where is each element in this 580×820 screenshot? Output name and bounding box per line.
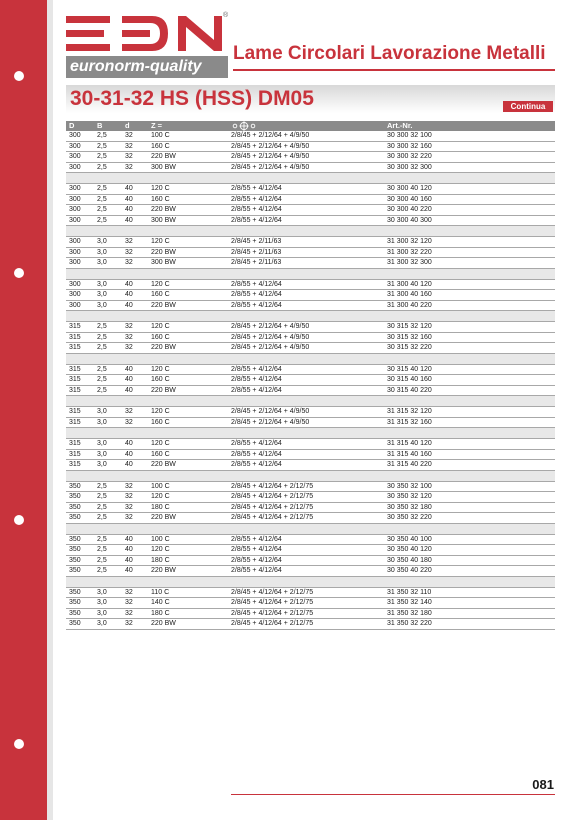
bore-cell: 32 (125, 238, 133, 245)
table-row (66, 566, 555, 577)
pinholes-cell: 2/8/45 + 2/11/63 (231, 259, 282, 266)
article-number-cell: 30 350 32 180 (387, 503, 432, 511)
teeth-cell: 220 BW (151, 461, 176, 468)
diameter-cell: 350 (69, 514, 81, 521)
table-row (66, 492, 555, 503)
thickness-cell: 3,0 (97, 280, 107, 288)
table-row (66, 535, 555, 546)
article-number-cell: 30 350 32 220 (387, 514, 432, 521)
bore-cell: 32 (125, 323, 133, 330)
table-row (66, 216, 555, 227)
article-number-cell: 31 315 40 220 (387, 461, 432, 468)
article-number-cell: 30 350 32 120 (387, 493, 432, 500)
table-row (66, 163, 555, 174)
thickness-cell: 2,5 (97, 386, 107, 394)
bore-cell: 32 (125, 259, 133, 266)
thickness-cell: 3,0 (97, 599, 107, 606)
section-heading (66, 85, 555, 113)
teeth-cell: 220 BW (151, 620, 176, 627)
binder-hole (14, 739, 24, 749)
article-number-cell: 31 300 40 120 (387, 280, 432, 288)
pinholes-cell: 2/8/55 + 4/12/64 (231, 535, 282, 543)
teeth-cell: 160 C (151, 376, 170, 383)
pinholes-cell: 2/8/55 + 4/12/64 (231, 376, 282, 383)
bore-cell: 32 (125, 333, 133, 341)
bore-cell: 32 (125, 163, 133, 171)
article-number-cell: 31 315 32 120 (387, 408, 432, 415)
pinholes-cell: 2/8/45 + 2/11/63 (231, 248, 282, 256)
title-underline (233, 69, 555, 71)
teeth-cell: 100 C (151, 132, 170, 139)
diameter-cell: 300 (69, 291, 81, 298)
article-number-cell: 30 350 40 120 (387, 546, 432, 553)
bore-cell: 32 (125, 599, 133, 606)
article-number-cell: 30 300 40 160 (387, 195, 432, 203)
thickness-cell: 3,0 (97, 408, 107, 415)
diameter-cell: 315 (69, 323, 81, 330)
teeth-cell: 110 C (151, 588, 170, 596)
diameter-cell: 300 (69, 259, 81, 266)
group-separator-row (66, 428, 555, 439)
group-separator-row (66, 226, 555, 237)
teeth-cell: 300 BW (151, 163, 176, 171)
pinholes-cell: 2/8/45 + 2/12/64 + 4/9/50 (231, 142, 310, 150)
binder-margin (0, 0, 47, 820)
table-row (66, 248, 555, 259)
bore-cell: 40 (125, 450, 133, 458)
thickness-cell: 2,5 (97, 376, 107, 383)
table-row (66, 290, 555, 301)
article-number-cell: 31 300 32 300 (387, 259, 432, 266)
diameter-cell: 300 (69, 248, 81, 256)
thickness-cell: 2,5 (97, 216, 107, 224)
article-number-cell: 31 350 32 140 (387, 599, 432, 606)
thickness-cell: 3,0 (97, 291, 107, 298)
thickness-cell: 3,0 (97, 418, 107, 426)
diameter-cell: 350 (69, 503, 81, 511)
pinholes-cell: 2/8/45 + 4/12/64 + 2/12/75 (231, 482, 314, 490)
table-row (66, 152, 555, 163)
article-number-cell: 30 350 32 100 (387, 482, 432, 490)
bore-cell: 32 (125, 408, 133, 415)
article-number-cell: 30 300 32 100 (387, 132, 432, 139)
diameter-cell: 350 (69, 556, 81, 564)
pinholes-cell: 2/8/55 + 4/12/64 (231, 461, 282, 468)
pinholes-cell: 2/8/45 + 4/12/64 + 2/12/75 (231, 609, 314, 617)
pinholes-cell: 2/8/45 + 2/12/64 + 4/9/50 (231, 333, 310, 341)
teeth-cell: 220 BW (151, 344, 176, 351)
thickness-cell: 3,0 (97, 609, 107, 617)
table-row (66, 513, 555, 524)
diameter-cell: 350 (69, 620, 81, 627)
thickness-cell: 3,0 (97, 450, 107, 458)
diameter-cell: 350 (69, 493, 81, 500)
thickness-cell: 2,5 (97, 344, 107, 351)
teeth-cell: 120 C (151, 238, 170, 245)
pinholes-cell: 2/8/45 + 2/12/64 + 4/9/50 (231, 132, 310, 139)
article-number-cell: 30 315 40 220 (387, 386, 432, 394)
pinholes-cell: 2/8/55 + 4/12/64 (231, 386, 282, 394)
pinholes-cell: 2/8/55 + 4/12/64 (231, 301, 282, 309)
diameter-cell: 350 (69, 567, 81, 574)
pinholes-cell: 2/8/55 + 4/12/64 (231, 556, 282, 564)
diameter-cell: 300 (69, 238, 81, 245)
thickness-cell: 3,0 (97, 301, 107, 309)
bore-cell: 40 (125, 567, 133, 574)
teeth-cell: 120 C (151, 185, 170, 192)
diameter-cell: 300 (69, 301, 81, 309)
edn-logo-mark (66, 14, 228, 54)
teeth-cell: 180 C (151, 556, 170, 564)
pinholes-cell: 2/8/45 + 4/12/64 + 2/12/75 (231, 503, 314, 511)
teeth-cell: 120 C (151, 546, 170, 553)
thickness-cell: 2,5 (97, 556, 107, 564)
diameter-cell: 315 (69, 408, 81, 415)
teeth-cell: 300 BW (151, 259, 176, 266)
thickness-cell: 2,5 (97, 493, 107, 500)
bore-cell: 40 (125, 376, 133, 383)
article-number-cell: 31 300 40 220 (387, 301, 432, 309)
article-number-cell: 30 350 40 220 (387, 567, 432, 574)
teeth-cell: 220 BW (151, 386, 176, 394)
table-row (66, 482, 555, 493)
table-row (66, 195, 555, 206)
table-body (66, 131, 555, 630)
bore-cell: 40 (125, 440, 133, 447)
column-header-diameter: D (69, 121, 75, 130)
bore-cell: 40 (125, 535, 133, 543)
bore-cell: 32 (125, 344, 133, 351)
diameter-cell: 315 (69, 450, 81, 458)
bore-cell: 32 (125, 588, 133, 596)
teeth-cell: 220 BW (151, 206, 176, 213)
article-number-cell: 30 350 40 100 (387, 535, 432, 543)
article-number-cell: 30 315 40 160 (387, 376, 432, 383)
group-separator-row (66, 173, 555, 184)
bore-cell: 40 (125, 206, 133, 213)
diameter-cell: 300 (69, 195, 81, 203)
diameter-cell: 315 (69, 333, 81, 341)
teeth-cell: 180 C (151, 609, 170, 617)
article-number-cell: 31 315 40 160 (387, 450, 432, 458)
teeth-cell: 100 C (151, 535, 170, 543)
table-row (66, 322, 555, 333)
group-separator-row (66, 269, 555, 280)
article-number-cell: 30 300 40 220 (387, 206, 432, 213)
teeth-cell: 180 C (151, 503, 170, 511)
table-row (66, 407, 555, 418)
teeth-cell: 220 BW (151, 248, 176, 256)
article-number-cell: 30 300 32 160 (387, 142, 432, 150)
bore-cell: 40 (125, 291, 133, 298)
pinholes-cell: 2/8/45 + 2/12/64 + 4/9/50 (231, 408, 310, 415)
article-number-cell: 30 350 40 180 (387, 556, 432, 564)
teeth-cell: 120 C (151, 323, 170, 330)
teeth-cell: 160 C (151, 291, 170, 298)
diameter-cell: 350 (69, 482, 81, 490)
table-row (66, 598, 555, 609)
thickness-cell: 2,5 (97, 535, 107, 543)
table-row (66, 333, 555, 344)
table-row (66, 343, 555, 354)
table-row (66, 365, 555, 376)
thickness-cell: 2,5 (97, 546, 107, 553)
bore-cell: 40 (125, 301, 133, 309)
diameter-cell: 350 (69, 609, 81, 617)
diameter-cell: 300 (69, 206, 81, 213)
column-header-bore: d (125, 121, 130, 130)
article-number-cell: 31 350 32 220 (387, 620, 432, 627)
pinholes-cell: 2/8/55 + 4/12/64 (231, 450, 282, 458)
pinholes-cell: 2/8/45 + 4/12/64 + 2/12/75 (231, 493, 314, 500)
table-header (66, 121, 555, 131)
bore-cell: 32 (125, 493, 133, 500)
table-row (66, 609, 555, 620)
thickness-cell: 2,5 (97, 142, 107, 150)
pinholes-cell: 2/8/45 + 4/12/64 + 2/12/75 (231, 514, 314, 521)
table-row (66, 588, 555, 599)
table-row (66, 545, 555, 556)
diameter-cell: 315 (69, 376, 81, 383)
pinhole-pattern-icon (231, 121, 257, 131)
pinholes-cell: 2/8/45 + 2/12/64 + 4/9/50 (231, 418, 310, 426)
bore-cell: 40 (125, 461, 133, 468)
pinholes-cell: 2/8/55 + 4/12/64 (231, 546, 282, 553)
thickness-cell: 3,0 (97, 440, 107, 447)
bore-cell: 40 (125, 216, 133, 224)
teeth-cell: 220 BW (151, 301, 176, 309)
article-number-cell: 30 300 40 120 (387, 185, 432, 192)
bore-cell: 32 (125, 142, 133, 150)
diameter-cell: 300 (69, 132, 81, 139)
teeth-cell: 160 C (151, 418, 170, 426)
thickness-cell: 2,5 (97, 503, 107, 511)
teeth-cell: 120 C (151, 493, 170, 500)
bore-cell: 32 (125, 482, 133, 490)
pinholes-cell: 2/8/45 + 2/12/64 + 4/9/50 (231, 344, 310, 351)
table-row (66, 460, 555, 471)
group-separator-row (66, 471, 555, 482)
thickness-cell: 2,5 (97, 482, 107, 490)
group-separator-row (66, 396, 555, 407)
teeth-cell: 220 BW (151, 567, 176, 574)
diameter-cell: 315 (69, 418, 81, 426)
article-number-cell: 30 300 32 220 (387, 153, 432, 160)
diameter-cell: 300 (69, 280, 81, 288)
table-row (66, 450, 555, 461)
page-number: 081 (532, 777, 554, 792)
thickness-cell: 2,5 (97, 153, 107, 160)
continued-badge: Continua (503, 101, 553, 112)
thickness-cell: 3,0 (97, 461, 107, 468)
teeth-cell: 300 BW (151, 216, 176, 224)
diameter-cell: 315 (69, 344, 81, 351)
diameter-cell: 315 (69, 461, 81, 468)
table-row (66, 556, 555, 567)
bore-cell: 32 (125, 609, 133, 617)
thickness-cell: 2,5 (97, 195, 107, 203)
article-number-cell: 30 315 32 160 (387, 333, 432, 341)
pinholes-cell: 2/8/55 + 4/12/64 (231, 567, 282, 574)
footer-rule (231, 794, 555, 795)
bore-cell: 32 (125, 153, 133, 160)
blade-specification-table (66, 121, 555, 630)
brand-tagline: euronorm-quality (66, 56, 228, 78)
bore-cell: 32 (125, 418, 133, 426)
bore-cell: 32 (125, 248, 133, 256)
page-title: Lame Circolari Lavorazione Metalli (233, 43, 546, 64)
bore-cell: 40 (125, 556, 133, 564)
teeth-cell: 160 C (151, 195, 170, 203)
article-number-cell: 30 315 32 220 (387, 344, 432, 351)
bore-cell: 40 (125, 365, 133, 373)
thickness-cell: 2,5 (97, 365, 107, 373)
teeth-cell: 140 C (151, 599, 170, 606)
column-header-article-number: Art.-Nr. (387, 121, 413, 130)
group-separator-row (66, 577, 555, 588)
diameter-cell: 315 (69, 386, 81, 394)
column-header-thickness: B (97, 121, 103, 130)
thickness-cell: 3,0 (97, 620, 107, 627)
teeth-cell: 100 C (151, 482, 170, 490)
table-row (66, 418, 555, 429)
table-row (66, 439, 555, 450)
registered-mark: ® (223, 12, 229, 19)
group-separator-row (66, 311, 555, 322)
thickness-cell: 2,5 (97, 323, 107, 330)
bore-cell: 40 (125, 280, 133, 288)
teeth-cell: 120 C (151, 440, 170, 447)
thickness-cell: 3,0 (97, 238, 107, 245)
pinholes-cell: 2/8/55 + 4/12/64 (231, 185, 282, 192)
pinholes-cell: 2/8/55 + 4/12/64 (231, 195, 282, 203)
teeth-cell: 220 BW (151, 514, 176, 521)
article-number-cell: 31 315 40 120 (387, 440, 432, 447)
diameter-cell: 300 (69, 163, 81, 171)
article-number-cell: 30 315 40 120 (387, 365, 432, 373)
thickness-cell: 3,0 (97, 588, 107, 596)
diameter-cell: 300 (69, 153, 81, 160)
column-header-teeth: Z = (151, 121, 163, 130)
table-row (66, 142, 555, 153)
bore-cell: 32 (125, 514, 133, 521)
thickness-cell: 2,5 (97, 206, 107, 213)
pinholes-cell: 2/8/55 + 4/12/64 (231, 280, 282, 288)
bore-cell: 40 (125, 546, 133, 553)
table-row (66, 205, 555, 216)
article-number-cell: 30 300 32 300 (387, 163, 432, 171)
thickness-cell: 2,5 (97, 333, 107, 341)
teeth-cell: 160 C (151, 450, 170, 458)
bore-cell: 40 (125, 195, 133, 203)
thickness-cell: 2,5 (97, 163, 107, 171)
thickness-cell: 2,5 (97, 514, 107, 521)
pinholes-cell: 2/8/45 + 4/12/64 + 2/12/75 (231, 599, 314, 606)
article-number-cell: 31 300 32 220 (387, 248, 432, 256)
table-row (66, 258, 555, 269)
bore-cell: 40 (125, 386, 133, 394)
pinholes-cell: 2/8/55 + 4/12/64 (231, 365, 282, 373)
teeth-cell: 120 C (151, 408, 170, 415)
pinholes-cell: 2/8/55 + 4/12/64 (231, 291, 282, 298)
diameter-cell: 315 (69, 365, 81, 373)
binder-margin-edge (47, 0, 53, 820)
article-number-cell: 31 350 32 180 (387, 609, 432, 617)
pinholes-cell: 2/8/45 + 4/12/64 + 2/12/75 (231, 620, 314, 627)
diameter-cell: 300 (69, 185, 81, 192)
diameter-cell: 350 (69, 535, 81, 543)
group-separator-row (66, 354, 555, 365)
table-row (66, 280, 555, 291)
diameter-cell: 315 (69, 440, 81, 447)
binder-hole (14, 71, 24, 81)
binder-hole (14, 268, 24, 278)
pinholes-cell: 2/8/55 + 4/12/64 (231, 216, 282, 224)
teeth-cell: 120 C (151, 280, 170, 288)
article-number-cell: 30 300 40 300 (387, 216, 432, 224)
pinholes-cell: 2/8/55 + 4/12/64 (231, 206, 282, 213)
pinholes-cell: 2/8/45 + 2/11/63 (231, 238, 282, 245)
diameter-cell: 300 (69, 216, 81, 224)
thickness-cell: 3,0 (97, 259, 107, 266)
diameter-cell: 350 (69, 546, 81, 553)
table-row (66, 619, 555, 630)
table-row (66, 131, 555, 142)
diameter-cell: 350 (69, 599, 81, 606)
bore-cell: 32 (125, 503, 133, 511)
article-number-cell: 31 300 40 160 (387, 291, 432, 298)
table-row (66, 237, 555, 248)
thickness-cell: 2,5 (97, 567, 107, 574)
diameter-cell: 350 (69, 588, 81, 596)
pinholes-cell: 2/8/45 + 2/12/64 + 4/9/50 (231, 163, 310, 171)
table-row (66, 503, 555, 514)
article-number-cell: 30 315 32 120 (387, 323, 432, 330)
thickness-cell: 2,5 (97, 185, 107, 192)
bore-cell: 32 (125, 620, 133, 627)
table-row (66, 375, 555, 386)
binder-hole (14, 515, 24, 525)
pinholes-cell: 2/8/45 + 2/12/64 + 4/9/50 (231, 153, 310, 160)
pinholes-cell: 2/8/45 + 2/12/64 + 4/9/50 (231, 323, 310, 330)
brand-logo (66, 14, 228, 78)
article-number-cell: 31 315 32 160 (387, 418, 432, 426)
bore-cell: 40 (125, 185, 133, 192)
pinholes-cell: 2/8/55 + 4/12/64 (231, 440, 282, 447)
article-number-cell: 31 300 32 120 (387, 238, 432, 245)
bore-cell: 32 (125, 132, 133, 139)
thickness-cell: 2,5 (97, 132, 107, 139)
section-title: 30-31-32 HS (HSS) DM05 (70, 87, 314, 110)
teeth-cell: 220 BW (151, 153, 176, 160)
group-separator-row (66, 524, 555, 535)
thickness-cell: 3,0 (97, 248, 107, 256)
table-row (66, 301, 555, 312)
article-number-cell: 31 350 32 110 (387, 588, 432, 596)
table-row (66, 386, 555, 397)
teeth-cell: 120 C (151, 365, 170, 373)
table-row (66, 184, 555, 195)
teeth-cell: 160 C (151, 333, 170, 341)
diameter-cell: 300 (69, 142, 81, 150)
pinholes-cell: 2/8/45 + 4/12/64 + 2/12/75 (231, 588, 314, 596)
teeth-cell: 160 C (151, 142, 170, 150)
